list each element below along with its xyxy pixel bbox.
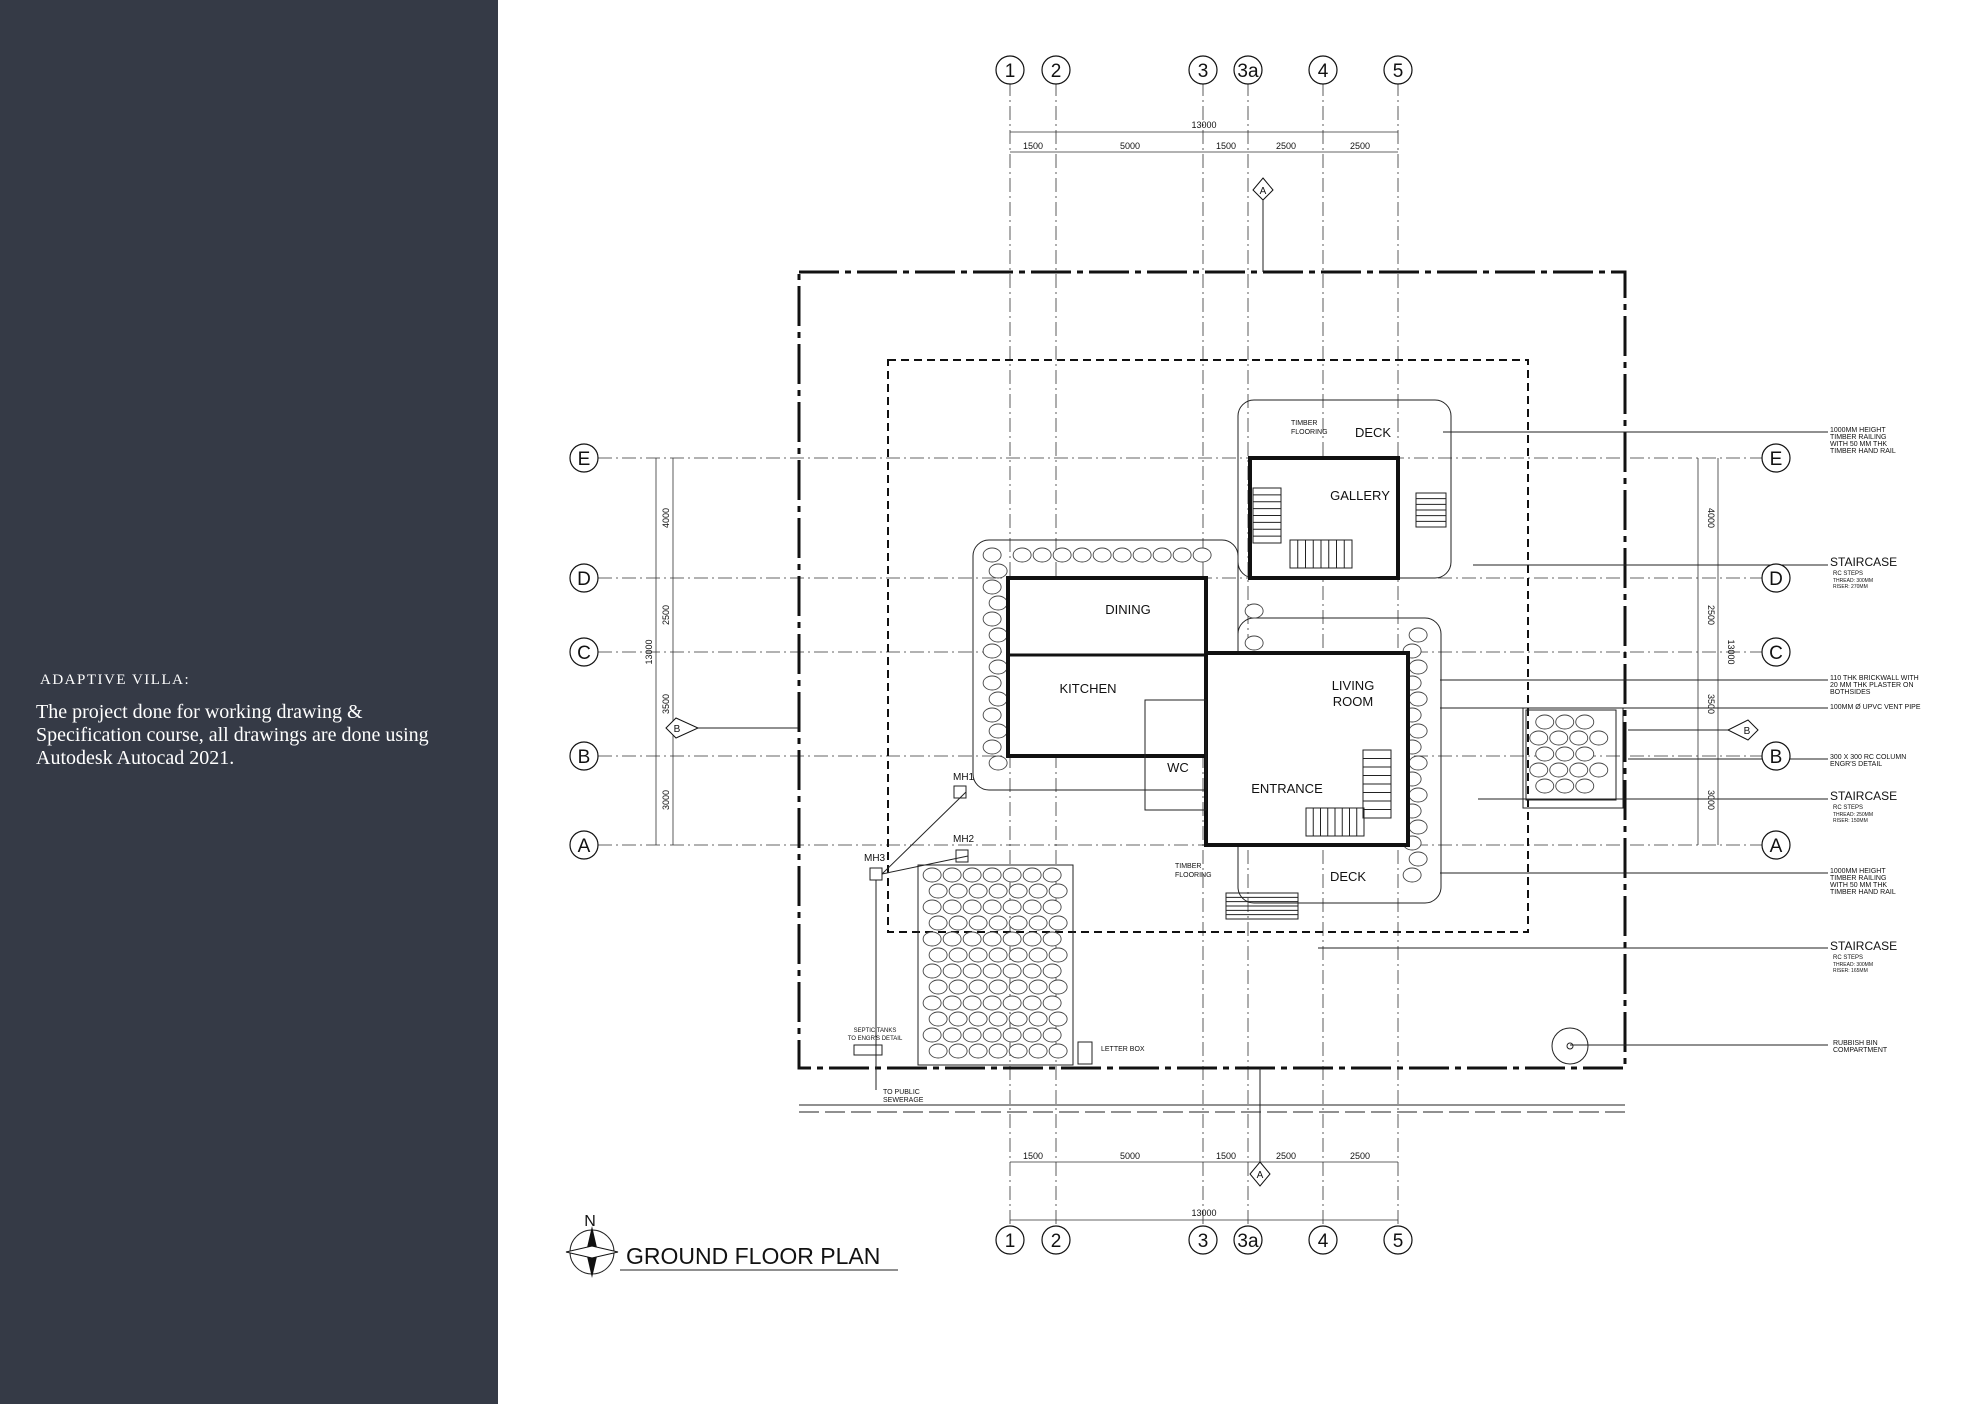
sidebar — [0, 0, 498, 1404]
grid-label-col-3: 3 — [1197, 61, 1209, 82]
grid-label-col-1: 1 — [1004, 1231, 1016, 1252]
svg-text:THREAD: 250MM: THREAD: 250MM — [1833, 812, 1874, 818]
front-planter-stones — [923, 868, 1067, 1058]
svg-text:RISER: 150MM: RISER: 150MM — [1833, 818, 1868, 824]
grid-label-col-2: 2 — [1050, 61, 1062, 82]
grid-label-col-3a: 3a — [1237, 1231, 1259, 1252]
svg-text:FLOORING: FLOORING — [1175, 872, 1212, 879]
grid-label-row-E: E — [1769, 449, 1783, 470]
gallery-left-stones — [1245, 604, 1263, 650]
gallery-side-steps — [1416, 493, 1446, 527]
svg-text:THREAD: 300MM: THREAD: 300MM — [1833, 962, 1874, 968]
svg-text:RC STEPS: RC STEPS — [1833, 805, 1864, 811]
grid-label-row-A: A — [577, 836, 591, 857]
grid-label-col-3a: 3a — [1237, 61, 1259, 82]
grid-label-row-D: D — [1769, 569, 1783, 590]
north-arrow — [566, 1213, 618, 1278]
svg-text:ROOM: ROOM — [1332, 694, 1374, 709]
mh2-label: MH2 — [953, 834, 975, 845]
plan-title: GROUND FLOOR PLAN — [626, 1243, 881, 1269]
svg-text:SEWERAGE: SEWERAGE — [883, 1097, 924, 1104]
grid-label-col-4: 4 — [1317, 1231, 1329, 1252]
dim-seg-4-top: 2500 — [1349, 141, 1371, 151]
grid-label-row-C: C — [577, 643, 591, 664]
svg-text:BOTHSIDES: BOTHSIDES — [1830, 689, 1871, 696]
section-a-top: A — [1259, 186, 1267, 197]
mh1-label: MH1 — [953, 772, 975, 783]
dim-row-3-left: 3000 — [661, 789, 671, 811]
grid-label-row-B: B — [577, 747, 591, 768]
dim-row-2-left: 3500 — [661, 693, 671, 715]
vent-pipe-note: 100MM Ø UPVC VENT PIPE — [1830, 704, 1921, 711]
grid-label-row-D: D — [577, 569, 591, 590]
svg-text:FLOORING: FLOORING — [1291, 429, 1328, 436]
dim-overall-top: 13000 — [1191, 120, 1217, 130]
project-title: ADAPTIVE VILLA: — [40, 672, 191, 688]
wc-label: WC — [1167, 760, 1189, 775]
dim-seg-3-bottom: 2500 — [1275, 1151, 1297, 1161]
staircase-1-label: STAIRCASE — [1830, 555, 1898, 569]
deck-bottom-label: DECK — [1329, 869, 1367, 884]
grid-label-row-E: E — [577, 449, 591, 470]
entrance-steps — [1226, 893, 1298, 919]
timber-flooring-top-label: TIMBER — [1291, 420, 1318, 427]
north-label: N — [584, 1213, 596, 1230]
svg-text:20 MM THK PLASTER ON: 20 MM THK PLASTER ON — [1830, 682, 1914, 689]
dim-row-2-right: 3500 — [1706, 693, 1716, 715]
living-room-label: LIVING — [1331, 678, 1375, 693]
project-description: The project done for working drawing & Specification course, all drawings are done using Autodesk Autocad 2021. — [36, 701, 429, 769]
side-planter-stones — [1530, 715, 1608, 793]
deck-top-label: DECK — [1354, 425, 1392, 440]
brickwall-note: 110 THK BRICKWALL WITH — [1830, 675, 1919, 682]
staircase-3-label: STAIRCASE — [1830, 939, 1898, 953]
gallery-label: GALLERY — [1330, 488, 1390, 503]
svg-text:TIMBER HAND RAIL: TIMBER HAND RAIL — [1830, 889, 1896, 896]
dim-row-0-left: 4000 — [661, 507, 671, 529]
mh3-label: MH3 — [864, 853, 886, 864]
entrance-label: ENTRANCE — [1251, 781, 1323, 796]
svg-text:RC STEPS: RC STEPS — [1833, 955, 1864, 961]
dim-seg-1-top: 5000 — [1119, 141, 1141, 151]
dining-label: DINING — [1105, 602, 1151, 617]
letter-box-note: LETTER BOX — [1101, 1046, 1145, 1053]
svg-text:TO ENGR'S DETAIL: TO ENGR'S DETAIL — [847, 1036, 903, 1042]
svg-text:THREAD: 300MM: THREAD: 300MM — [1833, 578, 1874, 584]
svg-text:RC STEPS: RC STEPS — [1833, 571, 1864, 577]
dim-row-1-right: 2500 — [1706, 604, 1716, 626]
svg-text:RISER: 270MM: RISER: 270MM — [1833, 584, 1868, 590]
svg-text:WITH 50 MM THK: WITH 50 MM THK — [1830, 441, 1888, 448]
grid-label-col-5: 5 — [1392, 61, 1404, 82]
svg-text:TIMBER RAILING: TIMBER RAILING — [1830, 434, 1887, 441]
svg-text:WITH 50 MM THK: WITH 50 MM THK — [1830, 882, 1888, 889]
rubbish-bin-note: RUBBISH BIN — [1833, 1040, 1878, 1047]
timber-flooring-bottom-label: TIMBER — [1175, 863, 1202, 870]
septic-note: SEPTIC TANKS — [853, 1028, 897, 1034]
dim-overall-left: 13000 — [644, 639, 654, 665]
grid-label-col-5: 5 — [1392, 1231, 1404, 1252]
ground-floor-plan-drawing — [498, 0, 1985, 1404]
grid-label-row-C: C — [1769, 643, 1783, 664]
dim-seg-4-bottom: 2500 — [1349, 1151, 1371, 1161]
dining-top-stones — [1013, 548, 1211, 562]
dim-row-0-right: 4000 — [1706, 507, 1716, 529]
dim-overall-bottom: 13000 — [1191, 1208, 1217, 1218]
grid-label-col-2: 2 — [1050, 1231, 1062, 1252]
grid-label-col-1: 1 — [1004, 61, 1016, 82]
dim-seg-2-bottom: 1500 — [1215, 1151, 1237, 1161]
svg-text:ENGR'S DETAIL: ENGR'S DETAIL — [1830, 761, 1883, 768]
svg-text:TIMBER HAND RAIL: TIMBER HAND RAIL — [1830, 448, 1896, 455]
svg-text:RISER: 165MM: RISER: 165MM — [1833, 968, 1868, 974]
section-b-left: B — [673, 724, 681, 735]
dim-seg-1-bottom: 5000 — [1119, 1151, 1141, 1161]
kitchen-label: KITCHEN — [1059, 681, 1117, 696]
sewer-note: TO PUBLIC — [883, 1089, 920, 1096]
section-a-bottom: A — [1256, 1170, 1264, 1181]
dim-seg-0-bottom: 1500 — [1022, 1151, 1044, 1161]
dim-seg-2-top: 1500 — [1215, 141, 1237, 151]
svg-text:COMPARTMENT: COMPARTMENT — [1833, 1047, 1888, 1054]
railing-top-note: 1000MM HEIGHT — [1830, 427, 1886, 434]
dim-overall-right: 13000 — [1726, 639, 1736, 665]
dim-row-1-left: 2500 — [661, 604, 671, 626]
grid-label-row-B: B — [1769, 747, 1783, 768]
grid-label-row-A: A — [1769, 836, 1783, 857]
svg-text:TIMBER RAILING: TIMBER RAILING — [1830, 875, 1887, 882]
rc-column-note: 300 X 300 RC COLUMN — [1830, 754, 1907, 761]
dim-row-3-right: 3000 — [1706, 789, 1716, 811]
dim-seg-3-top: 2500 — [1275, 141, 1297, 151]
staircase-2-label: STAIRCASE — [1830, 789, 1898, 803]
grid-label-col-3: 3 — [1197, 1231, 1209, 1252]
section-b-right: B — [1743, 726, 1751, 737]
left-wall-stones — [983, 548, 1007, 770]
dim-seg-0-top: 1500 — [1022, 141, 1044, 151]
railing-bottom-note: 1000MM HEIGHT — [1830, 868, 1886, 875]
grid-label-col-4: 4 — [1317, 61, 1329, 82]
